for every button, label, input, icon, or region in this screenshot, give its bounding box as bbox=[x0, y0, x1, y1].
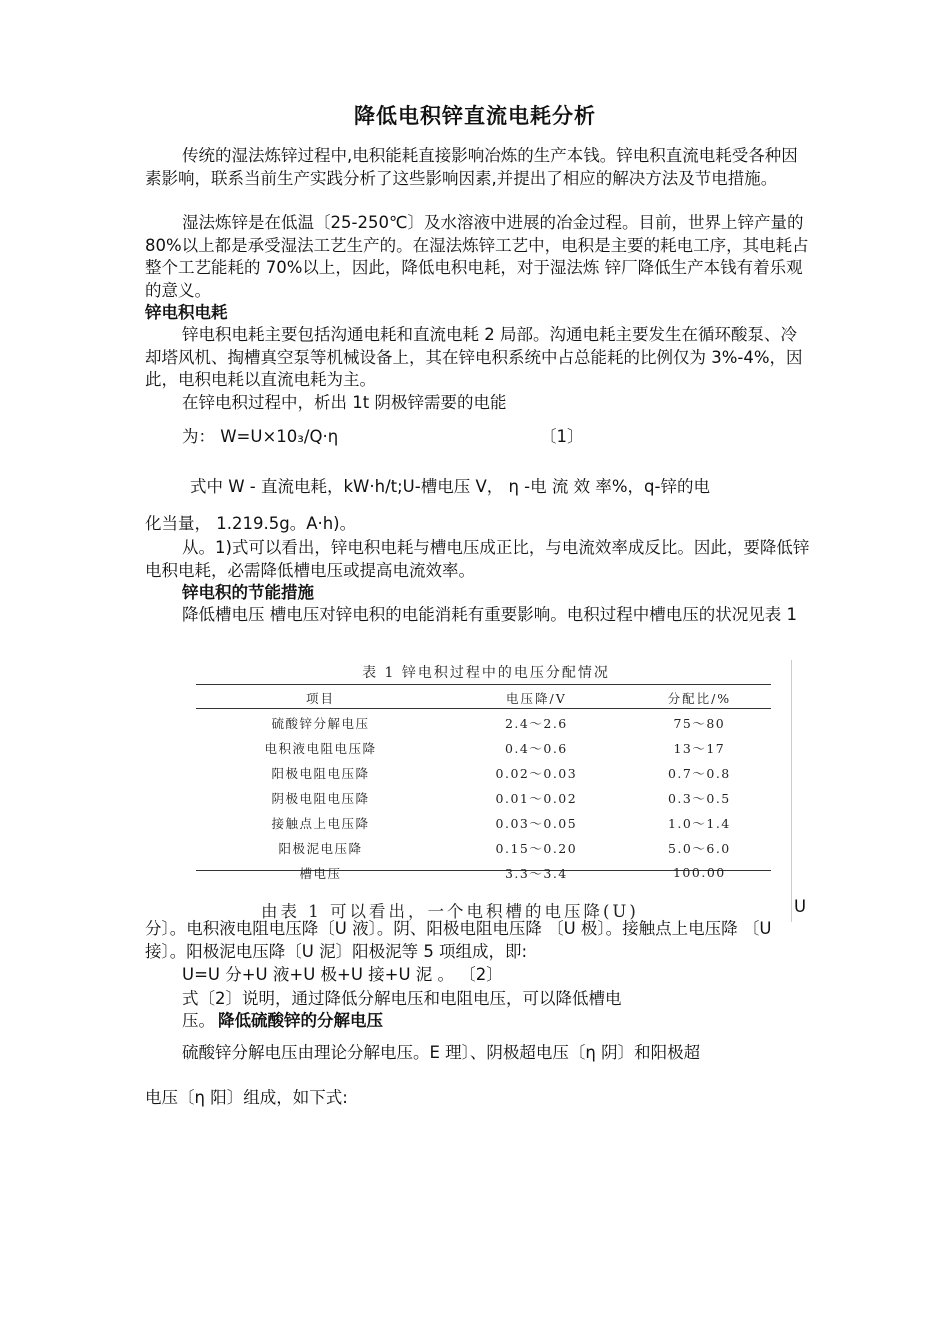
table-cell: 0.15～0.20 bbox=[495, 840, 578, 856]
table-row bbox=[196, 735, 771, 760]
formula-1-number: 〔1〕 bbox=[540, 427, 584, 446]
table-cell: 阴极电阻电压降 bbox=[271, 790, 370, 806]
table-cell: 槽电压 bbox=[299, 865, 342, 881]
table-cell: 接触点上电压降 bbox=[271, 815, 370, 831]
table-cell: 13～17 bbox=[673, 740, 726, 756]
table-header-item: 项目 bbox=[305, 691, 335, 706]
document-title: 降低电积锌直流电耗分析 bbox=[354, 104, 596, 128]
table-image-trailing-text: 由表 1 可以看出，一个电积槽的电压降(U) bbox=[261, 902, 639, 921]
table-header-voltage-drop: 电压降/V bbox=[505, 691, 567, 706]
paragraph-formula-terms: 式中 W - 直流电耗，kW·h/t;U-槽电压 V， η -电 流 效 率%，q-锌的电 bbox=[190, 477, 710, 496]
section-heading-energy-saving: 锌电积的节能措施 bbox=[182, 583, 314, 602]
table-row bbox=[196, 785, 771, 810]
table-header-ratio: 分配比/% bbox=[667, 691, 732, 706]
table-cell: 1.0～1.4 bbox=[667, 815, 731, 831]
table-row bbox=[196, 860, 771, 885]
table-caption: 表 1 锌电积过程中的电压分配情况 bbox=[362, 665, 610, 681]
formula-2: U=U 分+U 液+U 极+U 接+U 泥 。 〔2〕 bbox=[182, 965, 503, 984]
paragraph-energy-intro: 在锌电积过程中，析出 1t 阴极锌需要的电能 bbox=[182, 393, 507, 412]
table-cell: 5.0～6.0 bbox=[667, 840, 731, 856]
formula-1: 为： W=U×10₃/Q·η bbox=[182, 427, 339, 446]
paragraph-intro: 传统的湿法炼锌过程中,电积能耗直接影响冶炼的生产本钱。锌电积直流电耗受各种因素影响，联系当前生产实践分析了这些影响因素,并提出了相应的解决方法及节电措施。 bbox=[145, 146, 798, 188]
table-cell: 阳极电阻电压降 bbox=[271, 765, 370, 781]
table-cell: 0.02～0.03 bbox=[495, 765, 578, 781]
trailing-u-symbol: U bbox=[794, 897, 807, 916]
paragraph-consumption-composition: 锌电积电耗主要包括沟通电耗和直流电耗 2 局部。沟通电耗主要发生在循环酸泵、冷却塔风机、掏槽真空泵等机械设备上，其在锌电积系统中占总能耗的比例仅为 3%-4%，因此，电积电耗以直流电耗为主。 bbox=[145, 325, 803, 389]
table-cell: 阳极泥电压降 bbox=[278, 840, 363, 856]
table-cell: 100.00 bbox=[672, 865, 726, 880]
paragraph-decomposition-voltage: 硫酸锌分解电压由理论分解电压。E 理〕、阴极超电压〔η 阴〕和阳极超 bbox=[182, 1043, 701, 1062]
paragraph-decomposition-voltage-cont: 电压〔η 阳〕组成，如下式: bbox=[145, 1088, 348, 1107]
table-1-image bbox=[181, 660, 792, 922]
table-cell: 75～80 bbox=[673, 715, 726, 731]
table-row bbox=[196, 835, 771, 860]
table-cell: 0.03～0.05 bbox=[495, 815, 578, 831]
paragraph-formula-2-explanation: 式〔2〕说明，通过降低分解电压和电阻电压，可以降低槽电 bbox=[182, 989, 622, 1008]
table-row bbox=[196, 760, 771, 785]
table-cell: 0.01～0.02 bbox=[495, 790, 578, 806]
table-cell: 3.3～3.4 bbox=[504, 865, 568, 881]
table-header-row bbox=[196, 686, 771, 710]
table-top-rule bbox=[196, 684, 771, 685]
table-row bbox=[196, 810, 771, 835]
table-cell: 0.3～0.5 bbox=[667, 790, 731, 806]
section-heading-decomposition-voltage: 降低硫酸锌的分解电压 bbox=[218, 1011, 383, 1030]
paragraph-formula-terms-cont: 化当量， 1.219.5g。A·h)。 bbox=[145, 514, 357, 533]
paragraph-background: 湿法炼锌是在低温〔25-250℃〕及水溶液中进展的冶金过程。目前，世界上锌产量的 80%以上都是承受湿法工艺生产的。在湿法炼锌工艺中，电积是主要的耗电工序，其电耗占整个工艺能耗的 70%以上，因此，降低电积电耗，对于湿法炼 锌厂降低生产本钱有着乐观的意义。 bbox=[145, 213, 809, 300]
table-cell: 0.4～0.6 bbox=[504, 740, 568, 756]
paragraph-voltage-components: 分〕。电积液电阻电压降〔U 液〕。阴、阳极电阻电压降 〔U 极〕。接触点上电压降 〔U 接〕。阳极泥电压降〔U 泥〕阳极泥等 5 项组成，即: bbox=[145, 919, 772, 961]
table-cell: 电积液电阻电压降 bbox=[264, 740, 377, 756]
paragraph-tail: 压。 bbox=[182, 1011, 215, 1030]
table-cell: 2.4～2.6 bbox=[504, 715, 568, 731]
table-row bbox=[196, 710, 771, 735]
table-cell: 硫酸锌分解电压 bbox=[271, 715, 370, 731]
voltage-distribution-table bbox=[196, 686, 771, 885]
paragraph-formula-conclusion: 从。1)式可以看出，锌电积电耗与槽电压成正比，与电流效率成反比。因此，要降低锌电积电耗，必需降低槽电压或提高电流效率。 bbox=[145, 538, 810, 580]
section-heading-zinc-electrowinning-consumption: 锌电积电耗 bbox=[145, 303, 228, 322]
table-cell: 0.7～0.8 bbox=[667, 765, 731, 781]
paragraph-cell-voltage: 降低槽电压 槽电压对锌电积的电能消耗有重要影响。电积过程中槽电压的状况见表 1 bbox=[182, 605, 797, 624]
